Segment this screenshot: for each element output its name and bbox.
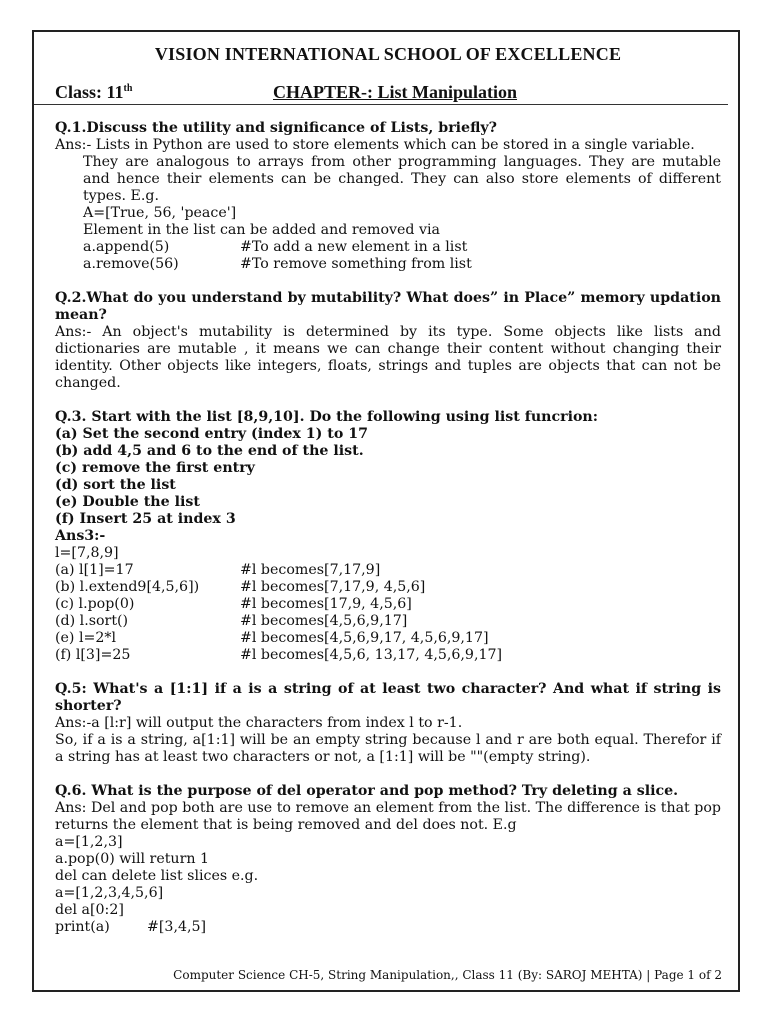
chapter-title: CHAPTER-: List Manipulation [273,82,518,102]
code-comment: #l becomes[4,5,6,9,17, 4,5,6,9,17] [240,630,489,646]
code-row [55,647,721,664]
answer-6-line: a=[1,2,3] [55,834,123,850]
class-label: Class: 11th [55,82,133,102]
code-row [55,919,721,936]
question-3-part: (d) sort the list [55,477,176,493]
code: a.append(5) [83,239,170,255]
code-comment: #[3,4,5] [147,919,207,935]
answer-6-line: del can delete list slices e.g. [55,868,259,884]
answer-6-line: del a[0:2] [55,902,124,918]
code-comment: #l becomes[17,9, 4,5,6] [240,596,412,612]
code-row [55,596,721,613]
question-3-part: (f) Insert 25 at index 3 [55,511,236,527]
code: print(a) [55,919,110,935]
code-comment: #l becomes[4,5,6,9,17] [240,613,408,629]
question-3-part: (e) Double the list [55,494,200,510]
answer-6: Ans: Del and pop both are use to remove an element from the list. The difference is that pop returns the element that is being removed and del does not. E.g [55,800,721,833]
class-chapter-line [55,82,721,106]
answer-3-label: Ans3:- [55,528,106,544]
code-comment: #l becomes[7,17,9, 4,5,6] [240,579,426,595]
code-comment: #l becomes[7,17,9] [240,562,381,578]
answer-1-first: Ans:- Lists in Python are used to store elements which can be stored in a single variable. [55,137,695,153]
code-comment: #To add a new element in a list [240,239,468,255]
code: (d) l.sort() [55,613,129,629]
question-3-part: (c) remove the first entry [55,460,255,476]
code-comment: #To remove something from list [240,256,472,272]
question-3: Q.3. Start with the list [8,9,10]. Do the following using list funcrion: [55,409,598,425]
question-6: Q.6. What is the purpose of del operator and pop method? Try deleting a slice. [55,783,679,799]
code: (a) l[1]=17 [55,562,134,578]
question-1: Q.1.Discuss the utility and significance of Lists, briefly? [55,120,497,136]
code: a.remove(56) [83,256,179,272]
question-2: Q.2.What do you understand by mutability? What does” in Place” memory updation mean? [55,290,721,323]
answer-1-note: Element in the list can be added and removed via [83,222,441,238]
answer-2: Ans:- An object's mutability is determined by its type. Some objects like lists and dictionaries are mutable , it means we can change their content without changing their identity. Other objects like integers, floats, strings and tuples are objects that can not be changed. [55,324,721,391]
answer-1-example: A=[True, 56, 'peace'] [83,205,237,221]
class-superscript: th [123,83,133,94]
code: (b) l.extend9[4,5,6]) [55,579,200,595]
code-row [55,562,721,579]
answer-3-start: l=[7,8,9] [55,545,119,561]
header-rule [34,104,728,105]
question-3-part: (a) Set the second entry (index 1) to 17 [55,426,368,442]
answer-1-rest: They are analogous to arrays from other programming languages. They are mutable and hence their elements can be changed. They can also store elements of different types. E.g. [83,154,721,204]
code: (c) l.pop(0) [55,596,135,612]
code-row [55,579,721,596]
code-row [55,256,721,273]
code-row [55,630,721,647]
code-row [55,239,721,256]
answer-6-line: a.pop(0) will return 1 [55,851,210,867]
code: (f) l[3]=25 [55,647,131,663]
question-3-part: (b) add 4,5 and 6 to the end of the list. [55,443,364,459]
document-body [55,120,721,936]
answer-5-line2: So, if a is a string, a[1:1] will be an empty string because l and r are both equal. Therefor if a string has at least two characters or not, a [1:1] will be ""(empty string). [55,732,721,765]
code-comment: #l becomes[4,5,6, 13,17, 4,5,6,9,17] [240,647,503,663]
answer-5-line1: Ans:-a [l:r] will output the characters from index l to r-1. [55,715,463,731]
page-footer: Computer Science CH-5, String Manipulation,, Class 11 (By: SAROJ MEHTA) | Page 1 of 2 [173,968,722,982]
school-name: VISION INTERNATIONAL SCHOOL OF EXCELLENCE [154,44,622,64]
code-row [55,613,721,630]
code: (e) l=2*l [55,630,117,646]
answer-6-line: a=[1,2,3,4,5,6] [55,885,164,901]
question-5: Q.5: What's a [1:1] if a is a string of at least two character? And what if string is shorter? [55,681,721,714]
answer-1-label: Ans: [55,137,87,153]
